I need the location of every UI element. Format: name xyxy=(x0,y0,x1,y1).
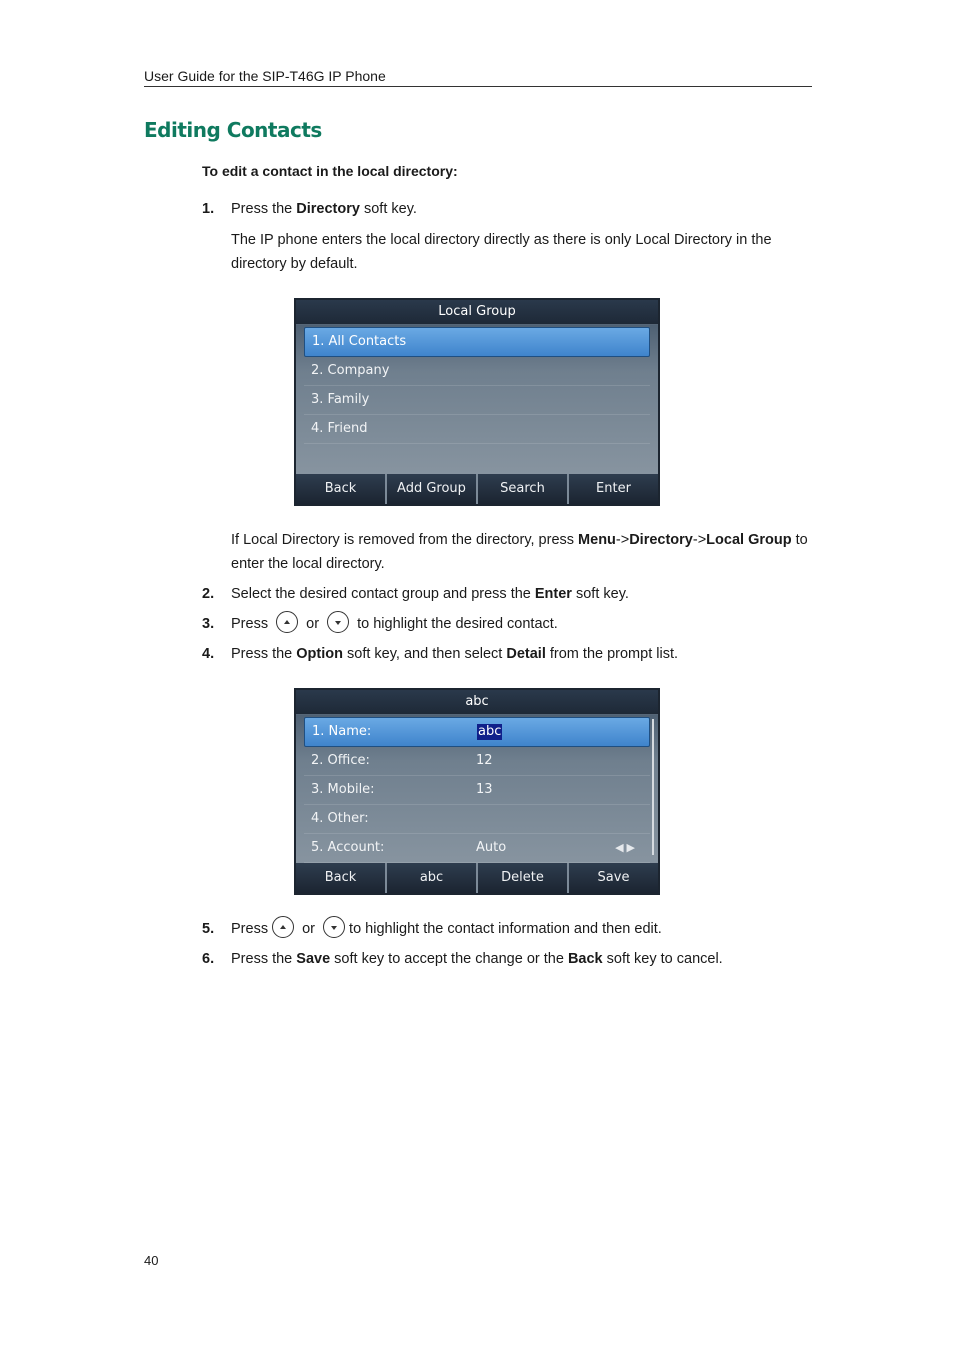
contact-field-other[interactable]: 4. Other: xyxy=(304,805,650,834)
search-softkey[interactable]: Search xyxy=(476,474,567,504)
step-text: Press or to highlight the contact information and then edit. xyxy=(231,917,821,941)
procedure-title: To edit a contact in the local directory: xyxy=(202,163,458,179)
step-text: Press the Directory soft key. xyxy=(231,201,417,217)
list-item[interactable]: 4. Friend xyxy=(304,415,650,444)
contact-field-mobile[interactable]: 3. Mobile: 13 xyxy=(304,776,650,805)
softkey-bar xyxy=(296,474,658,504)
scrollbar[interactable] xyxy=(652,719,654,855)
back-softkey[interactable]: Back xyxy=(296,863,385,893)
step-number: 5. xyxy=(202,921,215,937)
directory-key-name: Directory xyxy=(296,201,360,217)
screen-title: abc xyxy=(296,690,658,715)
step-text: Press the Option soft key, and then select Detail from the prompt list. xyxy=(231,646,679,662)
contact-field-account[interactable]: 5. Account: Auto ◀▶ xyxy=(304,834,650,863)
list-item[interactable]: 2. Company xyxy=(304,357,650,386)
page-header: User Guide for the SIP-T46G IP Phone xyxy=(144,68,812,87)
removed-directory-note: If Local Directory is removed from the directory, press Menu->Directory->Local Group to enter the local directory. xyxy=(231,532,808,572)
contact-detail-screen xyxy=(294,688,660,895)
name-input[interactable]: abc xyxy=(478,724,502,739)
step-number: 4. xyxy=(202,646,215,662)
down-arrow-key-icon xyxy=(323,916,345,938)
step-number: 1. xyxy=(202,201,215,217)
save-softkey[interactable]: Save xyxy=(567,863,658,893)
up-arrow-key-icon xyxy=(276,611,298,633)
step-text: Press or to highlight the desired contact. xyxy=(231,612,821,636)
step-1-note: The IP phone enters the local directory directly as there is only Local Directory in the directory by default. xyxy=(231,232,772,272)
step-text: Select the desired contact group and press the Enter soft key. xyxy=(231,586,629,602)
page-number: 40 xyxy=(144,1253,159,1268)
step-number: 2. xyxy=(202,586,215,602)
contact-field-list xyxy=(296,715,658,863)
input-mode-softkey[interactable]: abc xyxy=(385,863,476,893)
step-text: Press the Save soft key to accept the change or the Back soft key to cancel. xyxy=(231,951,723,967)
group-list xyxy=(296,325,658,444)
screen-title: Local Group xyxy=(296,300,658,325)
back-softkey[interactable]: Back xyxy=(296,474,385,504)
step-number: 6. xyxy=(202,951,215,967)
delete-softkey[interactable]: Delete xyxy=(476,863,567,893)
down-arrow-key-icon xyxy=(327,611,349,633)
up-arrow-key-icon xyxy=(272,916,294,938)
left-right-arrow-icon[interactable]: ◀▶ xyxy=(615,841,638,854)
contact-field-name[interactable]: 1. Name: abc xyxy=(304,717,650,747)
contact-field-office[interactable]: 2. Office: 12 xyxy=(304,747,650,776)
step-number: 3. xyxy=(202,616,215,632)
softkey-bar xyxy=(296,863,658,893)
section-title: Editing Contacts xyxy=(144,118,322,142)
list-item[interactable]: 3. Family xyxy=(304,386,650,415)
local-group-screen xyxy=(294,298,660,506)
add-group-softkey[interactable]: Add Group xyxy=(385,474,476,504)
enter-softkey[interactable]: Enter xyxy=(567,474,658,504)
list-item[interactable]: 1. All Contacts xyxy=(304,327,650,357)
